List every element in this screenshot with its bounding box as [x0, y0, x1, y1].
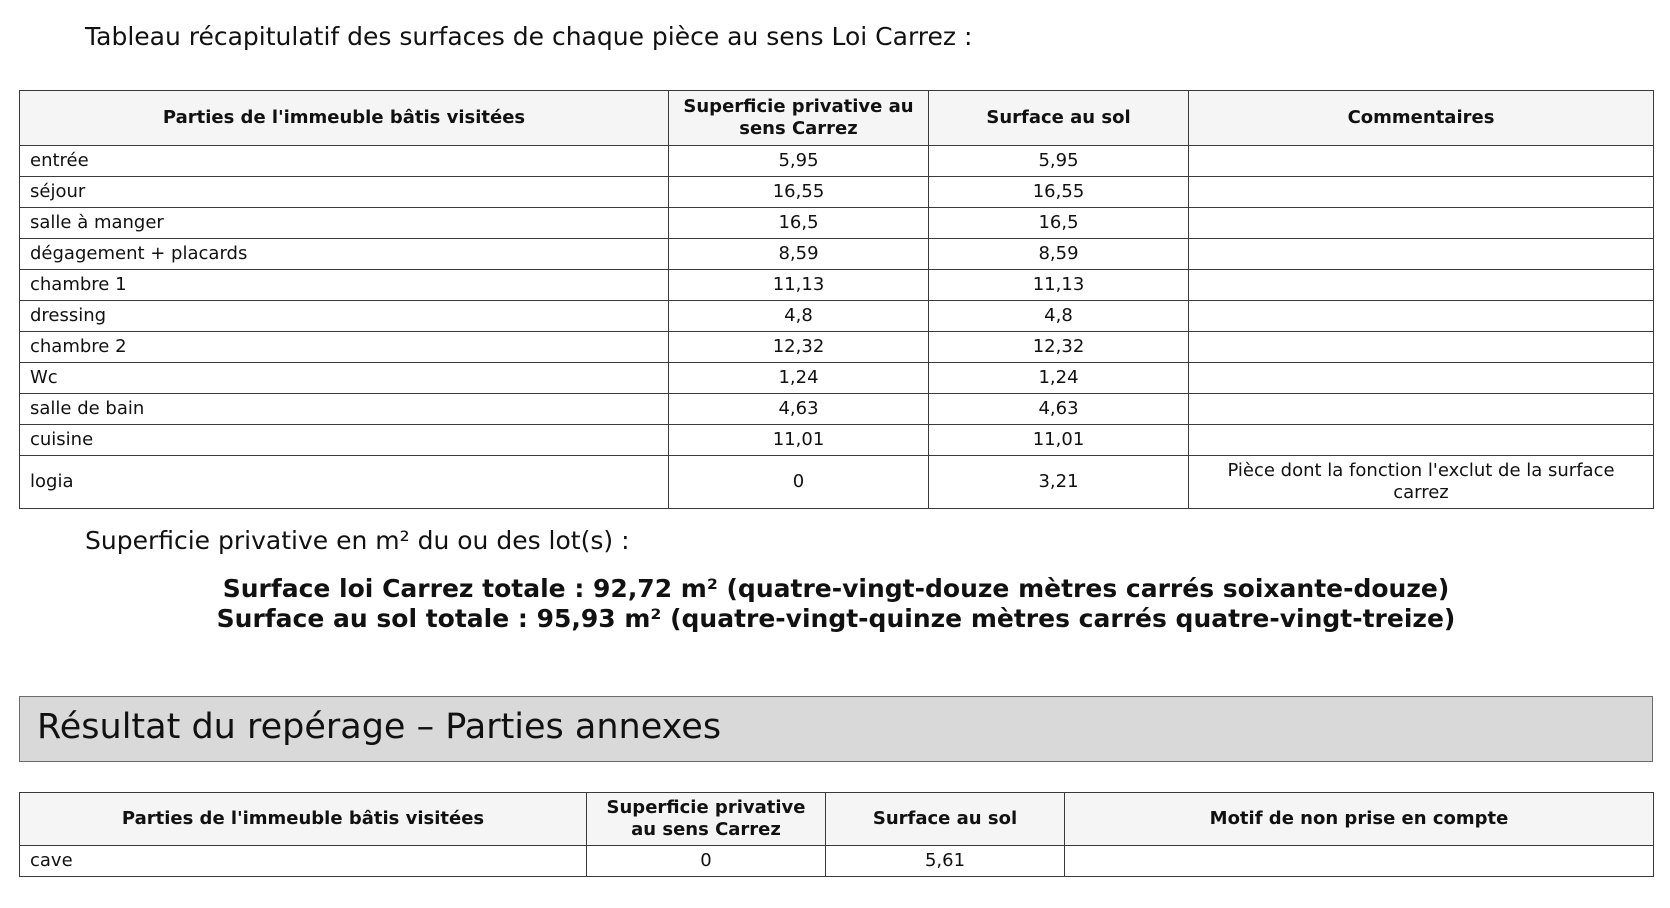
ground-value: 5,61: [826, 846, 1065, 877]
table-row: [20, 146, 1654, 177]
header-carrez: Superficie privative au sens Carrez: [587, 793, 826, 846]
carrez-value: 11,01: [669, 425, 929, 456]
room-name: salle de bain: [20, 394, 669, 425]
ground-value: 5,95: [929, 146, 1189, 177]
comment-value: [1189, 146, 1654, 177]
ground-value: 11,13: [929, 270, 1189, 301]
carrez-value: 12,32: [669, 332, 929, 363]
comment-value: [1189, 239, 1654, 270]
carrez-surface-table: [19, 90, 1654, 509]
carrez-value: 4,63: [669, 394, 929, 425]
room-name: chambre 2: [20, 332, 669, 363]
comment-value: [1189, 332, 1654, 363]
table-header-row: [20, 793, 1654, 846]
header-comment: Commentaires: [1189, 91, 1654, 146]
total-carrez: Surface loi Carrez totale : 92,72 m² (quatre-vingt-douze mètres carrés soixante-douze): [222, 574, 1450, 603]
table-row: [20, 208, 1654, 239]
reason-value: [1065, 846, 1654, 877]
room-name: entrée: [20, 146, 669, 177]
table-row: [20, 301, 1654, 332]
comment-value: [1189, 177, 1654, 208]
ground-value: 4,8: [929, 301, 1189, 332]
comment-value: [1189, 208, 1654, 239]
annex-section-title: Résultat du repérage – Parties annexes: [37, 707, 722, 747]
room-name: cuisine: [20, 425, 669, 456]
carrez-value: 16,5: [669, 208, 929, 239]
carrez-value: 0: [669, 456, 929, 509]
table-row: [20, 177, 1654, 208]
room-name: salle à manger: [20, 208, 669, 239]
header-carrez: Superficie privative au sens Carrez: [669, 91, 929, 146]
comment-value: [1189, 425, 1654, 456]
header-part: Parties de l'immeuble bâtis visitées: [20, 793, 587, 846]
header-part: Parties de l'immeuble bâtis visitées: [20, 91, 669, 146]
table-row: [20, 363, 1654, 394]
room-name: dressing: [20, 301, 669, 332]
room-name: chambre 1: [20, 270, 669, 301]
carrez-value: 5,95: [669, 146, 929, 177]
carrez-value: 11,13: [669, 270, 929, 301]
room-name: séjour: [20, 177, 669, 208]
comment-value: [1189, 270, 1654, 301]
private-surface-label: Superficie privative en m² du ou des lot(s) :: [85, 526, 630, 555]
header-ground: Surface au sol: [826, 793, 1065, 846]
ground-value: 11,01: [929, 425, 1189, 456]
ground-value: 3,21: [929, 456, 1189, 509]
room-name: dégagement + placards: [20, 239, 669, 270]
table-row: [20, 425, 1654, 456]
carrez-value: 1,24: [669, 363, 929, 394]
carrez-value: 4,8: [669, 301, 929, 332]
table-row: [20, 239, 1654, 270]
annex-surface-table: [19, 792, 1654, 877]
comment-value: [1189, 363, 1654, 394]
totals-block: [19, 574, 1653, 634]
ground-value: 8,59: [929, 239, 1189, 270]
table-row: [20, 456, 1654, 509]
ground-value: 4,63: [929, 394, 1189, 425]
carrez-value: 0: [587, 846, 826, 877]
table-row: [20, 846, 1654, 877]
ground-value: 12,32: [929, 332, 1189, 363]
header-reason: Motif de non prise en compte: [1065, 793, 1654, 846]
annex-section-header: [19, 696, 1653, 762]
room-name: Wc: [20, 363, 669, 394]
table-row: [20, 332, 1654, 363]
ground-value: 1,24: [929, 363, 1189, 394]
intro-text: Tableau récapitulatif des surfaces de chaque pièce au sens Loi Carrez :: [85, 22, 973, 51]
ground-value: 16,55: [929, 177, 1189, 208]
header-ground: Surface au sol: [929, 91, 1189, 146]
annex-name: cave: [20, 846, 587, 877]
ground-value: 16,5: [929, 208, 1189, 239]
carrez-value: 16,55: [669, 177, 929, 208]
table-header-row: [20, 91, 1654, 146]
table-row: [20, 394, 1654, 425]
comment-value: Pièce dont la fonction l'exclut de la surface carrez: [1189, 456, 1654, 509]
carrez-value: 8,59: [669, 239, 929, 270]
table-row: [20, 270, 1654, 301]
comment-value: [1189, 301, 1654, 332]
total-ground: Surface au sol totale : 95,93 m² (quatre-vingt-quinze mètres carrés quatre-vingt-treize): [216, 604, 1456, 633]
room-name: logia: [20, 456, 669, 509]
comment-value: [1189, 394, 1654, 425]
